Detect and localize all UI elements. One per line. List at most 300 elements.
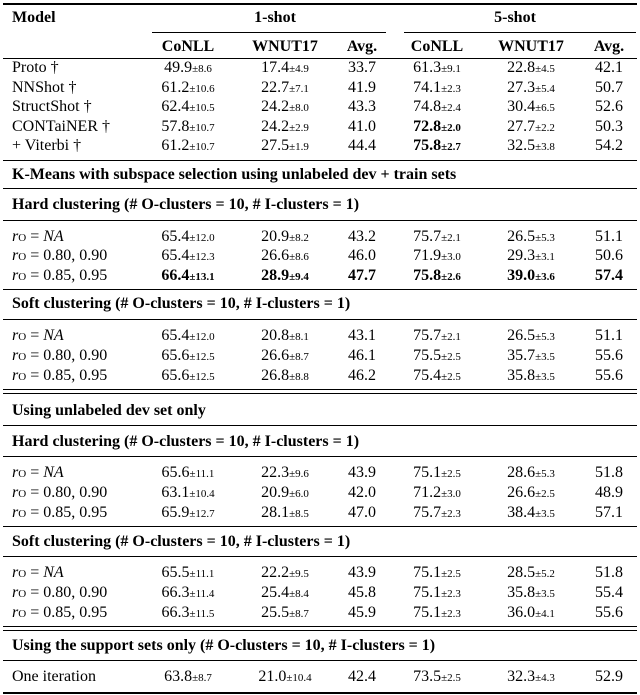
std-dev: ±2.3 [441,588,461,600]
r-label [12,603,107,624]
r-symbol: r [12,228,19,245]
value: 75.1 [413,584,442,601]
value: 75.7 [413,327,442,344]
value: 48.9 [595,484,623,501]
table-rule [3,393,637,394]
std-dev: ±11.1 [189,468,215,480]
value: 65.4 [161,228,190,245]
table-rule [3,319,637,320]
std-dev: ±8.8 [289,371,309,383]
r-value: = 0.80, 0.90 [30,584,108,601]
avg-5shot [554,97,640,117]
value: 55.6 [595,367,623,384]
avg-5shot [554,667,640,687]
value: 26.8 [261,367,290,384]
conll-1shot [133,563,243,584]
table-rule [3,630,637,631]
std-dev: ±2.2 [535,122,555,134]
value: 63.1 [161,484,190,501]
value: 43.9 [348,464,376,481]
value: 50.6 [595,247,623,264]
r-value: = NA [30,327,64,344]
std-dev: ±8.1 [289,331,309,343]
value: 22.2 [261,564,290,581]
conll-1shot [133,58,243,79]
value: 65.5 [161,564,190,581]
value: 66.3 [161,604,190,621]
value: 25.5 [261,604,290,621]
value: 27.5 [261,137,290,154]
std-dev: ±2.5 [441,371,461,383]
value: 49.9 [164,59,193,76]
value: 43.1 [348,327,376,344]
model-name: NNShot † [12,79,77,96]
avg-5shot [554,503,640,523]
std-dev: ±12.0 [189,232,215,244]
table-row [0,583,640,603]
std-dev: ±8.4 [289,588,309,600]
r-label [12,346,107,367]
avg-5shot [554,483,640,503]
table-row [0,326,640,346]
std-dev: ±3.8 [535,141,555,153]
value: 38.4 [507,504,536,521]
subsection-heading: Hard clustering (# O-clusters = 10, # I-clusters = 1) [12,433,360,450]
r-value: = NA [30,464,64,481]
conll-1shot [133,266,243,287]
value: 26.5 [507,228,536,245]
model-name: StructShot † [12,98,92,115]
table-rule [3,526,637,527]
value: 42.0 [348,484,376,501]
value: 54.2 [595,137,623,154]
subsection-title [0,195,640,215]
r-subscript: O [18,251,27,263]
conll-header: CoNLL [410,38,464,55]
table-row [0,136,640,156]
r-value: = 0.80, 0.90 [30,247,108,264]
r-label [12,483,107,504]
std-dev: ±12.5 [189,351,215,363]
value: 65.9 [161,504,190,521]
r-symbol: r [12,604,19,621]
std-dev: ±2.5 [441,351,461,363]
value: 32.3 [507,668,536,685]
value: 55.4 [595,584,623,601]
table-rule [3,389,637,390]
std-dev: ±2.3 [441,608,461,620]
r-label [12,366,107,387]
std-dev: ±9.4 [289,271,309,283]
section-title [0,401,640,421]
std-dev: ±2.5 [441,568,461,580]
std-dev: ±11.1 [189,568,215,580]
table-rule [3,3,637,5]
avg-5shot [554,78,640,98]
std-dev: ±12.5 [189,371,215,383]
value: 28.1 [261,504,290,521]
value: 75.1 [413,604,442,621]
avg-5shot [554,136,640,156]
avg-5shot [554,266,640,286]
value: 65.6 [161,367,190,384]
std-dev: ±9.6 [289,468,309,480]
table-row [0,117,640,137]
value: 51.8 [595,464,623,481]
value: 26.6 [261,347,290,364]
value: 35.8 [507,584,536,601]
table-row [0,483,640,503]
r-value: = NA [30,564,64,581]
std-dev: ±8.5 [289,508,309,520]
r-symbol: r [12,327,19,344]
std-dev: ±1.9 [289,141,309,153]
value: 62.4 [161,98,190,115]
std-dev: ±12.0 [189,331,215,343]
r-subscript: O [18,271,27,283]
r-symbol: r [12,504,19,521]
value: 45.8 [348,584,376,601]
std-dev: ±2.6 [441,271,461,283]
value: 75.1 [413,564,442,581]
header-rule [404,32,636,33]
conll-header: CoNLL [161,38,215,55]
r-label [12,463,64,484]
std-dev: ±5.3 [535,331,555,343]
std-dev: ±10.4 [286,672,312,684]
value: 66.4 [161,267,190,284]
r-label [12,563,64,584]
table-row [0,58,640,78]
avg-5shot [554,246,640,266]
std-dev: ±2.4 [441,102,461,114]
conll-1shot [133,463,243,484]
section-heading: Using the support sets only (# O-clusters = 10, # I-clusters = 1) [12,637,436,654]
r-subscript: O [18,371,27,383]
value: 25.4 [261,584,290,601]
value: 51.1 [595,228,623,245]
r-subscript: O [18,588,27,600]
r-symbol: r [12,464,19,481]
value: 65.6 [161,464,190,481]
value: 65.6 [161,347,190,364]
section-title [0,636,640,656]
std-dev: ±13.1 [189,271,215,283]
value: 61.2 [161,137,190,154]
model-name: One iteration [12,668,96,685]
model-name: + Viterbi † [12,137,82,154]
std-dev: ±5.2 [535,568,555,580]
avg-5shot [554,463,640,483]
value: 51.8 [595,564,623,581]
value: 24.2 [261,98,290,115]
value: 36.0 [507,604,536,621]
r-symbol: r [12,367,19,384]
avg-header: Avg. [346,38,378,55]
value: 20.9 [261,228,290,245]
r-subscript: O [18,608,27,620]
std-dev: ±2.3 [441,83,461,95]
section-title [0,165,640,185]
value: 44.4 [348,137,376,154]
avg-5shot [554,326,640,346]
value: 22.3 [261,464,290,481]
r-value: = 0.85, 0.95 [30,267,108,284]
r-subscript: O [18,331,27,343]
table-rule [3,425,637,426]
value: 43.2 [348,228,376,245]
value: 35.7 [507,347,536,364]
r-subscript: O [18,508,27,520]
header-row-1 [0,8,640,28]
r-label [12,503,107,524]
r-symbol: r [12,267,19,284]
value: 75.1 [413,464,442,481]
subsection-title [0,294,640,314]
table-row [0,227,640,247]
std-dev: ±3.1 [535,251,555,263]
table-rule [3,692,637,694]
std-dev: ±10.5 [189,102,215,114]
value: 72.8 [413,118,442,135]
conll-1shot [133,227,243,248]
conll-1shot [133,136,243,157]
subsection-heading: Hard clustering (# O-clusters = 10, # I-clusters = 1) [12,196,360,213]
table-row [0,97,640,117]
table-rule [3,660,637,661]
value: 27.3 [507,79,536,96]
std-dev: ±12.3 [189,251,215,263]
value: 75.4 [413,367,442,384]
std-dev: ±2.3 [441,508,461,520]
value: 42.1 [595,59,623,76]
shot1-header: 1-shot [254,9,296,26]
std-dev: ±10.4 [189,488,215,500]
table-row [0,603,640,623]
r-symbol: r [12,584,19,601]
table-row [0,366,640,386]
model-name: CONTaiNER † [12,118,110,135]
table-rule [3,160,637,161]
std-dev: ±5.3 [535,468,555,480]
section-heading: Using unlabeled dev set only [12,402,206,419]
conll-1shot [133,503,243,524]
std-dev: ±6.0 [289,488,309,500]
std-dev: ±11.5 [189,608,215,620]
value: 32.5 [507,137,536,154]
std-dev: ±8.2 [289,232,309,244]
std-dev: ±2.5 [441,672,461,684]
model-name: Proto † [12,59,59,76]
std-dev: ±2.5 [535,488,555,500]
value: 30.4 [507,98,536,115]
value: 46.2 [348,367,376,384]
value: 73.5 [413,668,442,685]
value: 39.0 [507,267,536,284]
value: 51.1 [595,327,623,344]
wnut-header: WNUT17 [498,38,564,55]
std-dev: ±4.5 [535,63,555,75]
avg-5shot [554,603,640,623]
value: 57.1 [595,504,623,521]
avg-5shot [554,563,640,583]
std-dev: ±8.7 [289,608,309,620]
avg-5shot [554,583,640,603]
model-header: Model [12,9,56,26]
wnut-header: WNUT17 [252,38,318,55]
std-dev: ±4.3 [535,672,555,684]
std-dev: ±2.0 [441,122,461,134]
value: 26.6 [507,484,536,501]
r-symbol: r [12,484,19,501]
value: 65.4 [161,327,190,344]
value: 63.8 [164,668,193,685]
value: 24.2 [261,118,290,135]
value: 20.8 [261,327,290,344]
table-row [0,667,640,687]
avg-5shot [554,58,640,78]
table-rule [3,188,637,189]
table-row [0,266,640,286]
r-subscript: O [18,568,27,580]
value: 41.9 [348,79,376,96]
std-dev: ±3.5 [535,588,555,600]
std-dev: ±3.5 [535,351,555,363]
value: 42.4 [348,668,376,685]
value: 22.8 [507,59,536,76]
std-dev: ±5.4 [535,83,555,95]
r-subscript: O [18,351,27,363]
value: 27.7 [507,118,536,135]
std-dev: ±4.9 [289,63,309,75]
std-dev: ±6.5 [535,102,555,114]
table-row [0,463,640,483]
value: 75.8 [413,137,442,154]
r-label [12,266,107,287]
std-dev: ±2.5 [441,468,461,480]
conll-1shot [133,603,243,624]
r-label [12,227,64,248]
std-dev: ±9.5 [289,568,309,580]
value: 75.5 [413,347,442,364]
value: 43.3 [348,98,376,115]
value: 45.9 [348,604,376,621]
std-dev: ±10.7 [189,141,215,153]
table-rule [3,556,637,557]
std-dev: ±8.0 [289,102,309,114]
section-heading: K-Means with subspace selection using unlabeled dev + train sets [12,166,457,183]
table-row [0,563,640,583]
table-rule [3,289,637,290]
value: 52.6 [595,98,623,115]
value: 61.3 [413,59,442,76]
std-dev: ±10.7 [189,122,215,134]
value: 52.9 [595,668,623,685]
avg-5shot [554,117,640,137]
shot5-header: 5-shot [494,9,536,26]
table-rule [3,626,637,627]
std-dev: ±7.1 [289,83,309,95]
value: 47.7 [348,267,376,284]
value: 75.8 [413,267,442,284]
std-dev: ±12.7 [189,508,215,520]
r-label [12,246,107,267]
header-rule [152,32,386,33]
value: 75.7 [413,504,442,521]
conll-1shot [133,78,243,99]
r-symbol: r [12,347,19,364]
std-dev: ±9.1 [441,63,461,75]
value: 43.9 [348,564,376,581]
value: 71.2 [413,484,442,501]
value: 46.1 [348,347,376,364]
std-dev: ±2.7 [441,141,461,153]
table-row [0,503,640,523]
value: 46.0 [348,247,376,264]
value: 74.1 [413,79,442,96]
value: 66.3 [161,584,190,601]
conll-1shot [133,346,243,367]
table-rule [3,220,637,221]
std-dev: ±4.1 [535,608,555,620]
value: 26.5 [507,327,536,344]
value: 35.8 [507,367,536,384]
value: 57.8 [161,118,190,135]
conll-1shot [133,117,243,138]
subsection-title [0,532,640,552]
std-dev: ±3.0 [441,488,461,500]
std-dev: ±3.5 [535,508,555,520]
r-value: = 0.85, 0.95 [30,504,108,521]
conll-1shot [133,246,243,267]
r-value: = NA [30,228,64,245]
table-row [0,246,640,266]
value: 55.6 [595,604,623,621]
conll-1shot [133,366,243,387]
value: 26.6 [261,247,290,264]
subsection-heading: Soft clustering (# O-clusters = 10, # I-clusters = 1) [12,295,351,312]
r-subscript: O [18,232,27,244]
std-dev: ±8.6 [192,63,212,75]
value: 71.9 [413,247,442,264]
std-dev: ±2.1 [441,232,461,244]
r-value: = 0.80, 0.90 [30,347,108,364]
conll-1shot [133,583,243,604]
r-value: = 0.85, 0.95 [30,367,108,384]
avg-5shot [554,366,640,386]
r-label [12,326,64,347]
avg-header: Avg. [593,38,625,55]
value: 20.9 [261,484,290,501]
r-symbol: r [12,247,19,264]
value: 22.7 [261,79,290,96]
subsection-heading: Soft clustering (# O-clusters = 10, # I-clusters = 1) [12,533,351,550]
value: 75.7 [413,228,442,245]
subsection-title [0,432,640,452]
value: 57.4 [595,267,623,284]
value: 33.7 [348,59,376,76]
table-rule [3,456,637,457]
std-dev: ±3.6 [535,271,555,283]
conll-1shot [133,667,243,688]
header-row-2 [0,37,640,57]
value: 29.3 [507,247,536,264]
table-row [0,78,640,98]
std-dev: ±10.6 [189,83,215,95]
avg-5shot [554,227,640,247]
value: 41.0 [348,118,376,135]
r-value: = 0.85, 0.95 [30,604,108,621]
